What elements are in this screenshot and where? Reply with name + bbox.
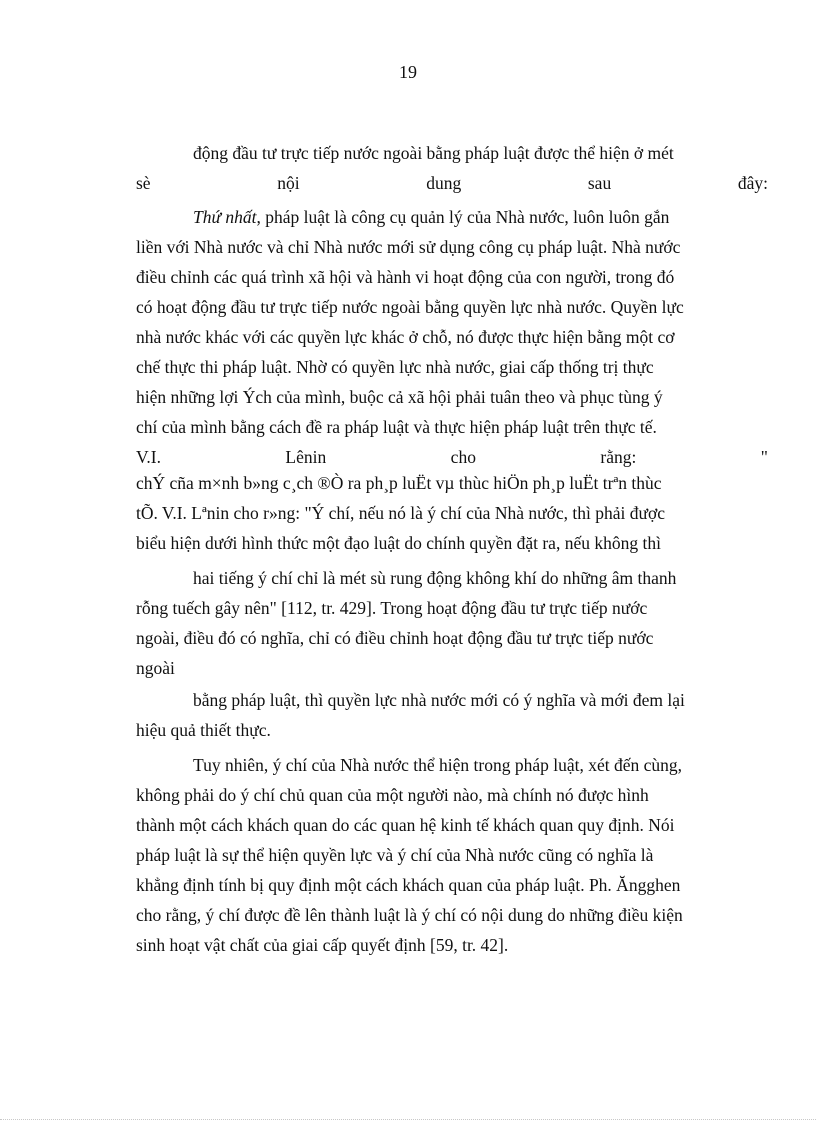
text-word: sè bbox=[136, 173, 151, 193]
text-line: thành một cách khách quan do các quan hệ kinh tế khách quan quy định. Nói bbox=[136, 815, 675, 835]
text-line: rỗng tuếch gây nên" [112, tr. 429]. Trong hoạt động đầu tư trực tiếp nước bbox=[136, 598, 648, 618]
text-line bbox=[136, 173, 768, 193]
text-line: bằng pháp luật, thì quyền lực nhà nước mới có ý nghĩa và mới đem lại bbox=[193, 690, 685, 710]
text-line: chế thực thi pháp luật. Nhờ có quyền lực nhà nước, giai cấp thống trị thực bbox=[136, 357, 654, 377]
text-line: nhà nước khác với các quyền lực khác ở chỗ, nó được thực hiện bằng một cơ bbox=[136, 327, 675, 347]
page-number: 19 bbox=[399, 62, 417, 82]
text-line: khẳng định tính bị quy định một cách khách quan của pháp luật. Ph. Ăngghen bbox=[136, 875, 681, 895]
text-line: hiện những lợi Ých của mình, buộc cả xã hội phải tuân theo và phục tùng ý bbox=[136, 387, 663, 407]
text-word: V.I. bbox=[136, 447, 161, 467]
text-line: ngoài bbox=[136, 658, 175, 678]
text-line: cho rằng, ý chí được đề lên thành luật là ý chí có nội dung do những điều kiện bbox=[136, 905, 683, 925]
text-line: pháp luật là sự thể hiện quyền lực và ý chí của Nhà nước cũng có nghĩa là bbox=[136, 845, 654, 865]
page-bottom-rule bbox=[0, 1119, 816, 1120]
text-line: có hoạt động đầu tư trực tiếp nước ngoài bằng quyền lực nhà nước. Quyền lực bbox=[136, 297, 684, 317]
text-line: ngoài, điều đó có nghĩa, chỉ có điều chỉnh hoạt động đầu tư trực tiếp nước bbox=[136, 628, 654, 648]
text-line: động đầu tư trực tiếp nước ngoài bằng pháp luật được thể hiện ở mét bbox=[193, 143, 674, 163]
text-line: Thứ nhất, pháp luật là công cụ quản lý của Nhà nước, luôn luôn gắn bbox=[193, 207, 670, 227]
text-word: Lênin bbox=[285, 447, 327, 467]
text-word: sau bbox=[587, 173, 612, 193]
text-word: rằng: bbox=[600, 447, 637, 467]
text-line: chÝ cña m×nh b»ng c¸ch ®Ò ra ph¸p luËt vµ thùc hiÖn ph¸p luËt trªn thùc bbox=[136, 473, 662, 493]
text-line: hiệu quả thiết thực. bbox=[136, 720, 271, 740]
text-word: nội bbox=[277, 173, 300, 193]
text-line: điều chỉnh các quá trình xã hội và hành vi hoạt động của con người, trong đó bbox=[136, 267, 675, 287]
text-line: chí của mình bằng cách đề ra pháp luật và thực hiện pháp luật trên thực tế. bbox=[136, 417, 657, 437]
text-word: " bbox=[760, 447, 768, 467]
text-word: đây: bbox=[737, 173, 768, 193]
text-line: biểu hiện dưới hình thức một đạo luật do chính quyền đặt ra, nếu không thì bbox=[136, 533, 661, 553]
italic-lead: Thứ nhất bbox=[193, 207, 257, 227]
text-line: không phải do ý chí chủ quan của một người nào, mà chính nó được hình bbox=[136, 785, 649, 805]
text-word: dung bbox=[426, 173, 462, 193]
text-line: sinh hoạt vật chất của giai cấp quyết định [59, tr. 42]. bbox=[136, 935, 509, 955]
text-line: tÕ. V.I. Lªnin cho r»ng: "Ý chí, nếu nó là ý chí của Nhà nước, thì phải được bbox=[136, 503, 665, 523]
text-line: hai tiếng ý chí chỉ là mét sù rung động không khí do những âm thanh bbox=[193, 568, 677, 588]
text-word: cho bbox=[450, 447, 476, 467]
text-line: liền với Nhà nước và chỉ Nhà nước mới sử dụng công cụ pháp luật. Nhà nước bbox=[136, 237, 681, 257]
text-line bbox=[136, 447, 768, 467]
text-line: Tuy nhiên, ý chí của Nhà nước thể hiện trong pháp luật, xét đến cùng, bbox=[193, 755, 683, 775]
